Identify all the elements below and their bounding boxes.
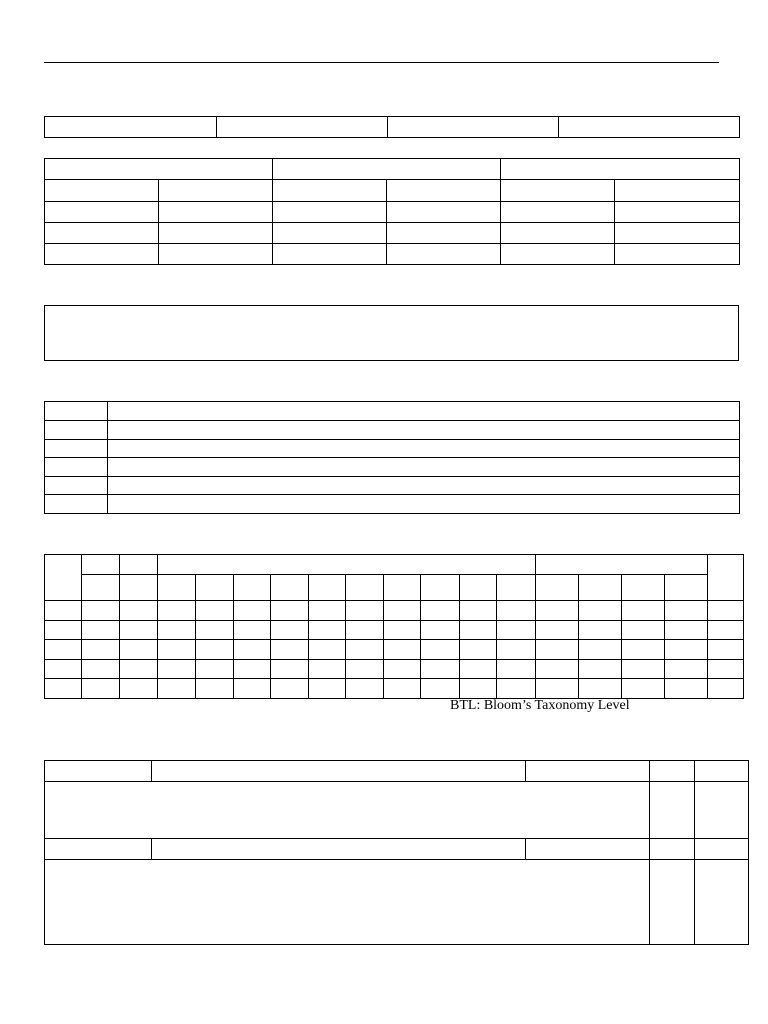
question-body-cell <box>45 860 650 945</box>
table-cell <box>45 202 159 223</box>
matrix-header-cell <box>707 555 743 601</box>
matrix-header-cell <box>421 575 459 601</box>
question-table <box>44 760 749 945</box>
question-marks-cell <box>650 839 695 860</box>
table-cell <box>387 202 501 223</box>
outcome-code-cell <box>45 495 108 514</box>
matrix-header-cell <box>459 575 496 601</box>
question-co-cell <box>695 839 749 860</box>
matrix-header-cell <box>82 555 120 575</box>
table-cell <box>273 202 387 223</box>
outcome-text-cell <box>108 421 740 440</box>
table-cell <box>501 202 615 223</box>
question-co-cell <box>695 782 749 839</box>
info-cell <box>388 117 559 138</box>
table-cell <box>501 244 615 265</box>
table-cell <box>159 180 273 202</box>
question-title-cell <box>152 761 526 782</box>
matrix-header-cell <box>664 575 707 601</box>
outcome-code-cell <box>45 402 108 421</box>
matrix-header-cell <box>271 575 309 601</box>
matrix-header-cell <box>120 555 158 575</box>
matrix-header-cell <box>82 575 120 601</box>
table-cell <box>273 244 387 265</box>
matrix-header-cell <box>196 575 234 601</box>
matrix-header-cell <box>621 575 664 601</box>
mapping-table <box>44 554 744 699</box>
table-cell <box>615 202 740 223</box>
table-cell <box>615 180 740 202</box>
matrix-row <box>45 621 744 640</box>
matrix-header-cell <box>578 575 621 601</box>
outcome-text-cell <box>108 495 740 514</box>
outcome-text-cell <box>108 477 740 495</box>
info-cell <box>45 117 217 138</box>
matrix-group-header <box>158 555 536 575</box>
matrix-header-cell <box>45 555 82 601</box>
table-cell <box>501 223 615 244</box>
matrix-header-cell <box>158 575 196 601</box>
info-cell <box>217 117 388 138</box>
outcome-code-cell <box>45 477 108 495</box>
table-cell <box>387 244 501 265</box>
group-header-cell <box>45 159 273 180</box>
outcome-text-cell <box>108 458 740 477</box>
table-cell <box>501 180 615 202</box>
outcome-code-cell <box>45 421 108 440</box>
outcome-text-cell <box>108 402 740 421</box>
question-body-cell <box>45 782 650 839</box>
table-cell <box>615 244 740 265</box>
matrix-group-header <box>535 555 707 575</box>
table-cell <box>45 223 159 244</box>
matrix-header-cell <box>120 575 158 601</box>
table-cell <box>159 244 273 265</box>
info-cell <box>559 117 740 138</box>
question-title-cell <box>152 839 526 860</box>
question-marks-cell <box>650 860 695 945</box>
matrix-header-cell <box>535 575 578 601</box>
table-cell <box>45 244 159 265</box>
outcome-code-cell <box>45 458 108 477</box>
question-marks-cell <box>650 761 695 782</box>
question-meta-cell <box>526 761 650 782</box>
group-header-cell <box>273 159 501 180</box>
question-marks-cell <box>650 782 695 839</box>
group-table <box>44 158 740 265</box>
info-table <box>44 116 740 138</box>
question-label-cell <box>45 761 152 782</box>
outcome-code-cell <box>45 440 108 458</box>
table-cell <box>159 223 273 244</box>
matrix-row <box>45 679 744 699</box>
matrix-header-cell <box>384 575 421 601</box>
outcomes-table <box>44 401 740 514</box>
table-cell <box>273 180 387 202</box>
matrix-row <box>45 640 744 660</box>
matrix-row <box>45 660 744 679</box>
instructions-cell <box>45 306 739 361</box>
table-cell <box>45 180 159 202</box>
table-cell <box>273 223 387 244</box>
header-rule <box>44 62 719 63</box>
group-header-cell <box>501 159 740 180</box>
matrix-header-cell <box>496 575 535 601</box>
question-label-cell <box>45 839 152 860</box>
question-co-cell <box>695 761 749 782</box>
table-cell <box>387 180 501 202</box>
table-cell <box>615 223 740 244</box>
table-cell <box>159 202 273 223</box>
table-cell <box>387 223 501 244</box>
question-co-cell <box>695 860 749 945</box>
question-meta-cell <box>526 839 650 860</box>
matrix-header-cell <box>309 575 346 601</box>
matrix-row <box>45 601 744 621</box>
matrix-header-cell <box>346 575 384 601</box>
instructions-box <box>44 305 739 361</box>
matrix-header-cell <box>234 575 271 601</box>
outcome-text-cell <box>108 440 740 458</box>
btl-footnote: BTL: Bloom’s Taxonomy Level <box>450 698 630 713</box>
